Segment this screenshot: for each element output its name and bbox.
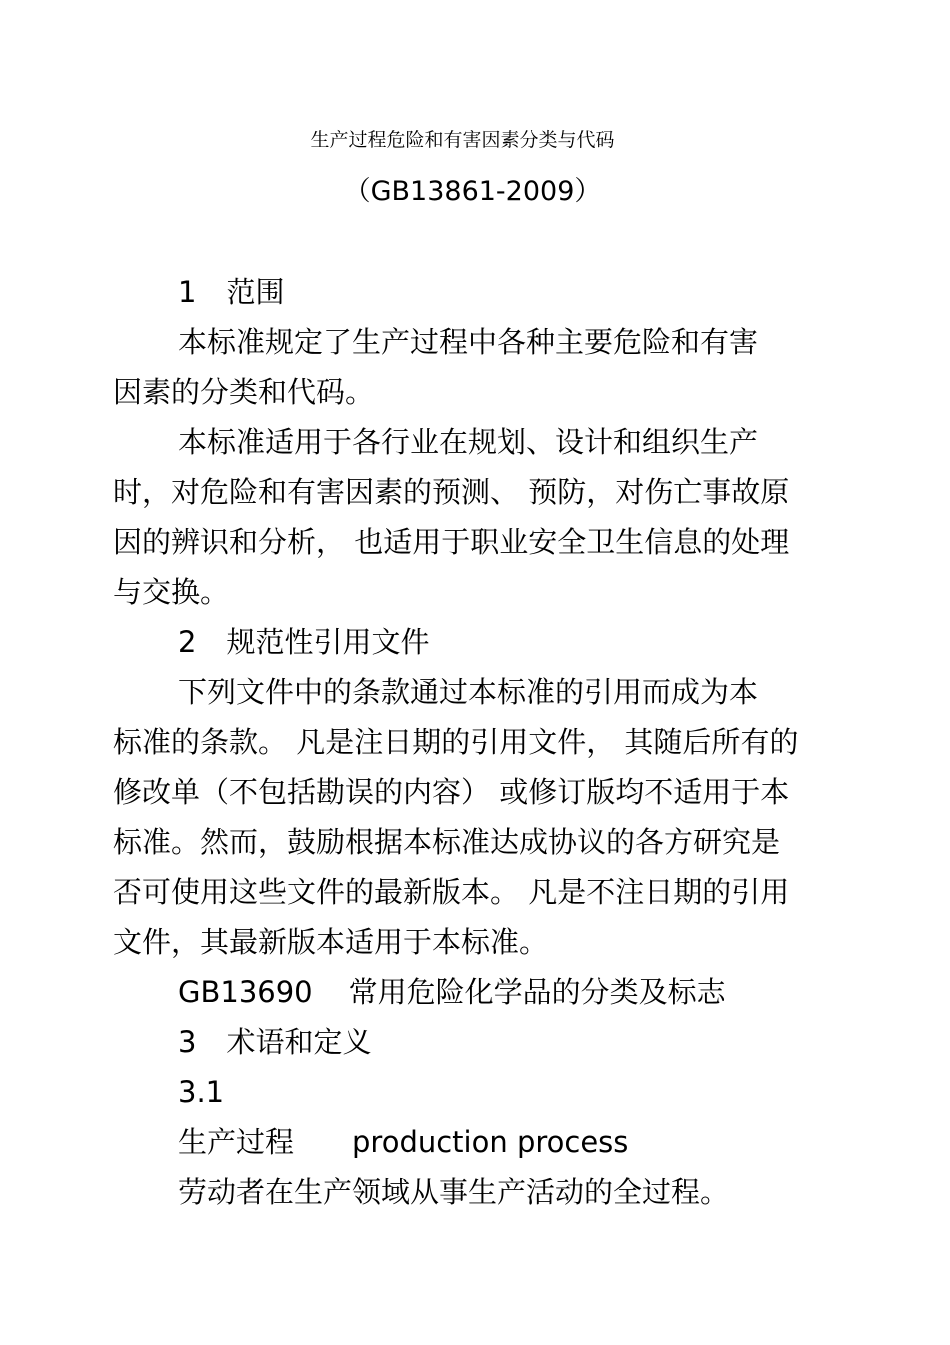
section-2-heading	[178, 622, 429, 662]
section-number: 3	[178, 1025, 197, 1059]
paragraph-line: 因素的分类和代码。	[113, 375, 375, 409]
normative-reference	[178, 972, 726, 1012]
section-1-heading	[178, 272, 284, 312]
paragraph-line: 文件，其最新版本适用于本标准。	[113, 925, 549, 959]
paragraph-line: 时，对危险和有害因素的预测、 预防，对伤亡事故原	[113, 475, 790, 509]
section-number: 2	[178, 625, 197, 659]
reference-title: 常用危险化学品的分类及标志	[348, 975, 726, 1009]
subsection-number: 3.1	[178, 1075, 225, 1109]
paragraph-line: 与交换。	[113, 575, 230, 609]
section-title: 规范性引用文件	[226, 625, 430, 659]
reference-code: GB13690	[178, 975, 313, 1009]
section-3-heading	[178, 1022, 371, 1062]
term-definition: 劳动者在生产领域从事生产活动的全过程。	[178, 1175, 730, 1209]
term-entry	[178, 1122, 628, 1162]
paragraph-line: 本标准规定了生产过程中各种主要危险和有害	[178, 325, 759, 359]
paragraph-line: 本标准适用于各行业在规划、设计和组织生产	[178, 425, 759, 459]
paragraph-line: 否可使用这些文件的最新版本。 凡是不注日期的引用	[113, 875, 790, 909]
paragraph-line: 修改单（不包括勘误的内容） 或修订版均不适用于本	[113, 775, 790, 809]
paragraph-line: 标准。然而，鼓励根据本标准达成协议的各方研究是	[113, 825, 781, 859]
section-title: 术语和定义	[226, 1025, 372, 1059]
paragraph-line: 标准的条款。 凡是注日期的引用文件， 其随后所有的	[113, 725, 799, 759]
paragraph-line: 因的辨识和分析， 也适用于职业安全卫生信息的处理	[113, 525, 790, 559]
term-english: production process	[352, 1125, 629, 1159]
standard-number: （GB13861-2009）	[343, 176, 602, 207]
paragraph-line: 下列文件中的条款通过本标准的引用而成为本	[178, 675, 759, 709]
section-title: 范围	[226, 275, 285, 309]
document-title: 生产过程危险和有害因素分类与代码	[310, 129, 615, 151]
term-chinese: 生产过程	[178, 1125, 295, 1159]
section-number: 1	[178, 275, 197, 309]
